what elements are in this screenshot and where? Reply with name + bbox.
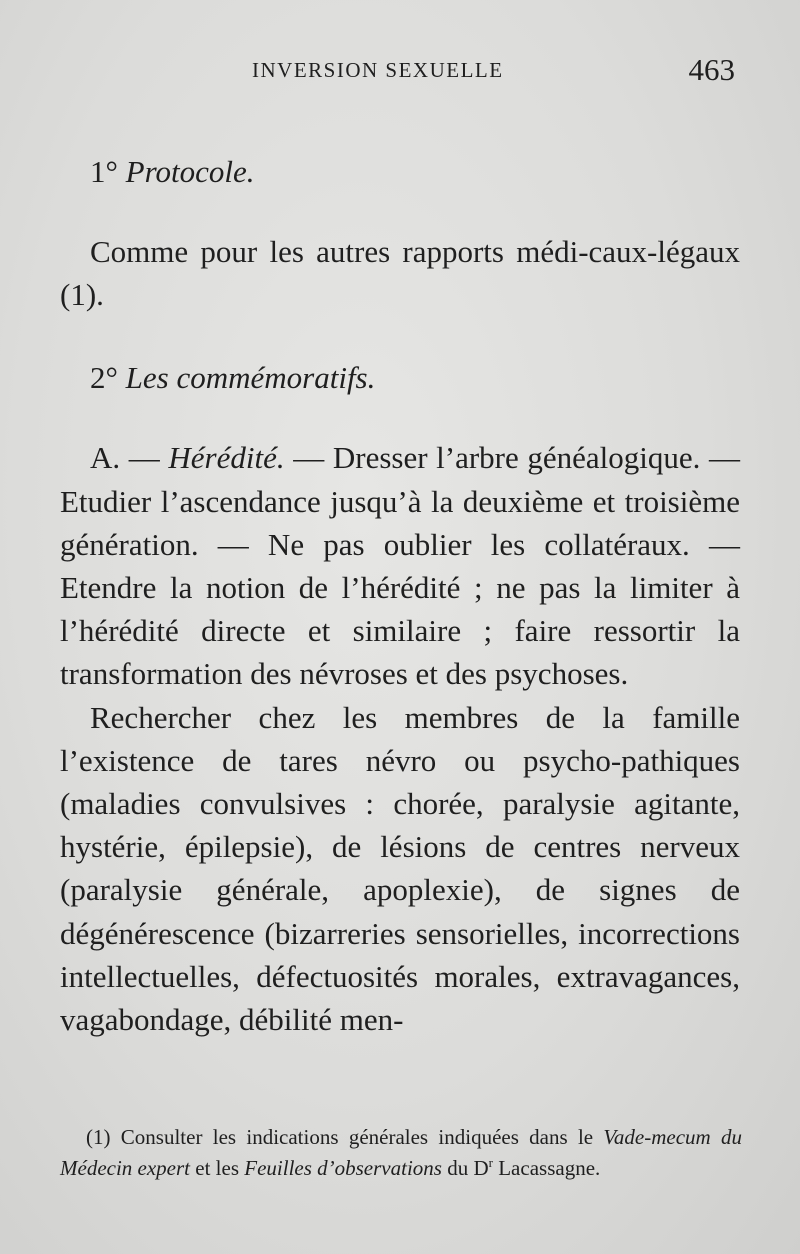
recherche-paragraph: Rechercher chez les membres de la famille l’existence de tares névro ou psycho-pathiques (maladies convulsives : chorée, paralysie agitante, hystérie, épilepsie), de lésions de centres nerveux (paralysie générale, apoplexie), de signes de dégénérescence (bizarreries sensorielles, incorrections intellectuelles, défectuosités morales, extravagances, vagabondage, débilité men- (60, 699, 740, 1038)
section-heading-protocol (90, 150, 740, 193)
subsection-title: Hérédité. (168, 440, 285, 476)
page-body (60, 150, 740, 1041)
section-title: Les commémoratifs. (125, 360, 376, 396)
running-title: INVERSION SEXUELLE (252, 58, 504, 82)
heredite-text: — Dresser l’arbre généalogique. — Etudier l’ascendance jusqu’à la deuxième et troisième génération. — Ne pas oublier les collatéraux. — Etendre la notion de l’hérédité ; ne pas la limiter à l’hérédité directe et similaire ; faire ressortir la transformation des névroses et des psychoses. (60, 440, 741, 692)
footnote: (1) Consulter les indications générales indiquées dans le Vade-mecum du Médecin expert et les Feuilles d’observations du $D^r$ Lacassagne. (60, 1125, 743, 1180)
subsection-label: A. — (90, 440, 160, 476)
section-heading-commemoratifs (90, 356, 740, 399)
protocol-paragraph: Comme pour les autres rapports médi-caux-légaux (1). (60, 234, 740, 313)
section-title: Protocole. (125, 154, 255, 189)
page-header (60, 52, 735, 92)
section-number: 2° (90, 360, 118, 396)
page-number: 463 (688, 52, 735, 87)
footnote-marker: (1) (86, 1125, 111, 1149)
heredite-paragraph (60, 436, 740, 695)
section-number: 1° (90, 154, 118, 189)
